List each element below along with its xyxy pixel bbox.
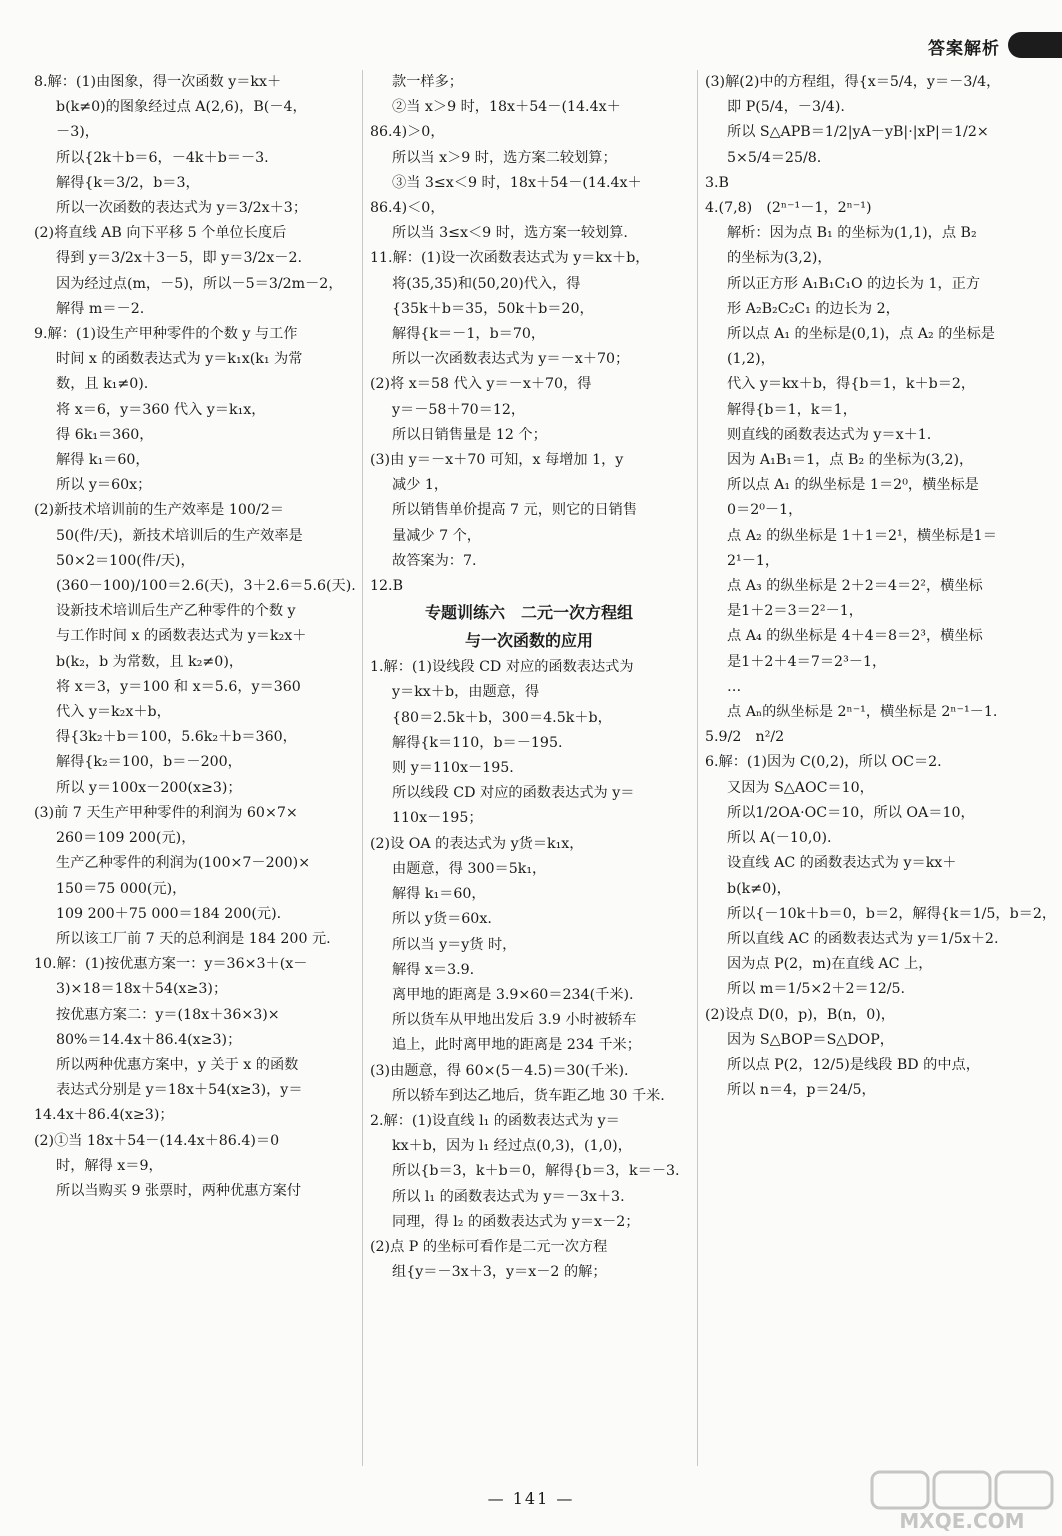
- text-line: 14.4x＋86.4(x≥3)；: [34, 1107, 174, 1124]
- text-line: 6.解：(1)因为 C(0,2)，所以 OC＝2.: [705, 754, 942, 771]
- text-line: (2)点 P 的坐标可看作是二元一次方程: [370, 1238, 608, 1255]
- text-line: 解得 x＝3.9.: [392, 961, 475, 978]
- text-line: 所以点 A₁ 的坐标是(0,1)，点 A₂ 的坐标是: [727, 326, 995, 343]
- text-line: 所以当 y＝y货 时，: [392, 936, 517, 953]
- text-line: 代入 y＝k₂x＋b，: [56, 704, 171, 721]
- text-line: b(k₂，b 为常数，且 k₂≠0)，: [56, 653, 244, 670]
- text-line: 则直线的函数表达式为 y＝x＋1.: [727, 426, 932, 443]
- text-line: 所以该工厂前 7 天的总利润是 184 200 元.: [56, 930, 331, 947]
- text-line: 离甲地的距离是 3.9×60＝234(千米).: [392, 986, 634, 1003]
- text-line: (2)新技术培训前的生产效率是 100/2＝: [34, 502, 284, 519]
- text-line: 50×2＝100(件/天)，: [56, 552, 195, 569]
- text-line: 所以 A(－10,0).: [727, 830, 832, 847]
- header-tab-marker: [1008, 32, 1062, 58]
- text-line: 则 y＝110x－195.: [392, 760, 514, 777]
- text-line: (2)设点 D(0，p)，B(n，0)，: [705, 1006, 895, 1023]
- text-line: 所以{b＝3，k＋b＝0，解得{b＝3，k＝－3.: [392, 1163, 680, 1180]
- text-line: y＝－58＋70＝12，: [392, 401, 526, 418]
- text-line: 因为点 P(2，m)在直线 AC 上，: [727, 956, 933, 973]
- text-line: 设直线 AC 的函数表达式为 y＝kx＋: [727, 855, 957, 872]
- text-line: 时，解得 x＝9，: [56, 1157, 163, 1174]
- text-line: 即 P(5/4，－3/4).: [727, 99, 845, 116]
- text-line: 150＝75 000(元)，: [56, 880, 187, 897]
- text-line: 所以一次函数表达式为 y＝－x＋70；: [392, 351, 630, 368]
- text-line: {35k＋b＝35，50k＋b＝20，: [392, 300, 594, 317]
- text-line: 是1＋2＝3＝2²－1，: [727, 603, 863, 620]
- text-line: 同理，得 l₂ 的函数表达式为 y＝x－2；: [392, 1213, 640, 1230]
- text-line: (3)由题意，得 60×(5－4.5)＝30(千米).: [370, 1062, 629, 1079]
- watermark-logo: [868, 1468, 1056, 1532]
- text-line: 又因为 S△AOC＝10，: [727, 779, 874, 796]
- text-line: 解得{k₂＝100，b＝－200，: [56, 754, 242, 771]
- text-line: {80＝2.5k＋b，300＝4.5k＋b，: [392, 709, 612, 726]
- text-line: 设新技术培训后生产乙种零件的个数 y: [56, 603, 296, 620]
- text-line: 解得{k＝－1，b＝70，: [392, 326, 546, 343]
- text-line: (3)由 y＝－x＋70 可知，x 每增加 1，y: [370, 452, 624, 469]
- text-line: 得 6k₁＝360，: [56, 426, 154, 443]
- text-line: 量减少 7 个，: [392, 527, 481, 544]
- text-line: 数，且 k₁≠0).: [56, 376, 149, 393]
- text-line: 所以直线 AC 的函数表达式为 y＝1/5x＋2.: [727, 930, 999, 947]
- text-line: 所以点 P(2，12/5)是线段 BD 的中点，: [727, 1056, 980, 1073]
- column-divider: [362, 70, 363, 1466]
- text-line: ②当 x＞9 时，18x＋54－(14.4x＋: [392, 99, 621, 116]
- text-line: 时间 x 的函数表达式为 y＝k₁x(k₁ 为常: [56, 351, 303, 368]
- text-line: 所以日销售量是 12 个；: [392, 426, 547, 443]
- text-line: 追上，此时离甲地的距离是 234 千米；: [392, 1037, 641, 1054]
- page-number: — 141 —: [487, 1489, 575, 1508]
- text-line: 所以{－10k＋b＝0，b＝2，解得{k＝1/5，b＝2，: [727, 905, 1057, 922]
- text-line: 所以两种优惠方案中，y 关于 x 的函数: [56, 1056, 299, 1073]
- watermark-text: MXQE.COM: [899, 1509, 1025, 1533]
- text-line: 109 200＋75 000＝184 200(元).: [56, 905, 282, 922]
- text-line: 故答案为：7.: [392, 552, 477, 569]
- text-line: 将 x＝3，y＝100 和 x＝5.6，y＝360: [56, 678, 301, 695]
- text-line: 点 A₂ 的纵坐标是 1＋1＝2¹，横坐标是1＝: [727, 527, 997, 544]
- text-line: 所以{2k＋b＝6，－4k＋b＝－3.: [56, 149, 269, 166]
- text-line: (2)①当 18x＋54－(14.4x＋86.4)＝0: [34, 1132, 280, 1149]
- text-line: 9.解：(1)设生产甲种零件的个数 y 与工作: [34, 326, 298, 343]
- text-line: 解得{k＝110，b＝－195.: [392, 734, 563, 751]
- text-line: 所以点 A₁ 的纵坐标是 1＝2⁰，横坐标是: [727, 477, 979, 494]
- text-line: 生产乙种零件的利润为(100×7－200)×: [56, 855, 311, 872]
- text-line: 所以 n＝4，p＝24/5，: [727, 1082, 876, 1099]
- text-line: 86.4)＜0，: [370, 200, 445, 217]
- text-line: 1.解：(1)设线段 CD 对应的函数表达式为: [370, 659, 634, 676]
- text-line: 与工作时间 x 的函数表达式为 y＝k₂x＋: [56, 628, 307, 645]
- text-line: 解得 k₁＝60，: [392, 886, 486, 903]
- text-line: 所以 y货＝60x.: [392, 911, 492, 928]
- text-line: 260＝109 200(元)，: [56, 830, 196, 847]
- text-line: 所以 S△APB＝1/2|yA－yB|·|xP|＝1/2×: [727, 124, 989, 141]
- text-line: 3.B: [705, 174, 729, 191]
- text-line: b(k≠0)的图象经过点 A(2,6)，B(－4，: [56, 99, 307, 116]
- text-line: 8.解：(1)由图象，得一次函数 y＝kx＋: [34, 74, 282, 90]
- text-line: 因为 S△BOP＝S△DOP，: [727, 1031, 894, 1048]
- text-line: kx＋b，因为 l₁ 经过点(0,3)，(1,0)，: [392, 1138, 632, 1155]
- text-line: 点 Aₙ的纵坐标是 2ⁿ⁻¹，横坐标是 2ⁿ⁻¹－1.: [727, 704, 998, 721]
- text-line: 点 A₃ 的纵坐标是 2＋2＝4＝2²，横坐标: [727, 578, 983, 595]
- text-line: 所以线段 CD 对应的函数表达式为 y＝: [392, 785, 635, 802]
- text-line: 的坐标为(3,2)，: [727, 250, 832, 267]
- text-line: 86.4)＞0，: [370, 124, 445, 141]
- text-line: 3)×18＝18x＋54(x≥3)；: [56, 981, 228, 998]
- text-line: (360－100)/100＝2.6(天)，3＋2.6＝5.6(天).: [56, 578, 356, 595]
- section-title: 与一次函数的应用: [464, 631, 593, 651]
- text-line: 80%＝14.4x＋86.4(x≥3)；: [56, 1031, 242, 1048]
- answer-column-3: [705, 70, 1057, 1466]
- text-line: 所以当购买 9 张票时，两种优惠方案付: [56, 1182, 302, 1199]
- text-line: 0＝2⁰－1，: [727, 502, 803, 519]
- text-line: 形 A₂B₂C₂C₁ 的边长为 2，: [727, 300, 900, 317]
- text-line: 所以 m＝1/5×2＋2＝12/5.: [727, 981, 906, 998]
- column-divider: [697, 70, 698, 1466]
- text-line: 表达式分别是 y＝18x＋54(x≥3)，y＝: [56, 1082, 303, 1099]
- text-line: 是1＋2＋4＝7＝2³－1，: [727, 653, 887, 670]
- text-line: 所以 l₁ 的函数表达式为 y＝－3x＋3.: [392, 1188, 625, 1205]
- text-line: (3)解(2)中的方程组，得{x＝5/4，y＝－3/4，: [705, 74, 1001, 90]
- text-line: (2)将 x＝58 代入 y＝－x＋70，得: [370, 376, 592, 393]
- text-line: 所以货车从甲地出发后 3.9 小时被轿车: [392, 1012, 637, 1029]
- text-line: (2)设 OA 的表达式为 y货＝k₁x，: [370, 835, 584, 852]
- text-line: －3)，: [56, 124, 99, 141]
- text-line: 所以1/2OA·OC＝10，所以 OA＝10，: [727, 804, 975, 821]
- text-line: 所以当 3≤x＜9 时，选方案一较划算.: [392, 225, 628, 242]
- text-line: 解得 k₁＝60，: [56, 452, 150, 469]
- text-line: 所以一次函数的表达式为 y＝3/2x＋3；: [56, 200, 308, 217]
- text-line: 所以当 x＞9 时，选方案二较划算；: [392, 149, 617, 166]
- text-line: 50(件/天)，新技术培训后的生产效率是: [56, 527, 303, 544]
- text-line: 款一样多；: [392, 74, 463, 90]
- page-header: [0, 32, 1062, 60]
- text-line: 得到 y＝3/2x＋3－5，即 y＝3/2x－2.: [56, 250, 302, 267]
- text-line: 因为 A₁B₁＝1，点 B₂ 的坐标为(3,2)，: [727, 452, 974, 469]
- text-line: 10.解：(1)按优惠方案一：y＝36×3＋(x－: [34, 956, 308, 973]
- text-line: 由题意，得 300＝5k₁，: [392, 860, 547, 877]
- text-line: …: [727, 678, 742, 695]
- text-line: ③当 3≤x＜9 时，18x＋54－(14.4x＋: [392, 174, 642, 191]
- text-line: 12.B: [370, 578, 403, 595]
- text-line: 所以轿车到达乙地后，货车距乙地 30 千米.: [392, 1087, 665, 1104]
- text-line: 所以 y＝100x－200(x≥3)；: [56, 779, 242, 796]
- text-line: 得{3k₂＋b＝100，5.6k₂＋b＝360，: [56, 729, 297, 746]
- text-line: (2)将直线 AB 向下平移 5 个单位长度后: [34, 225, 287, 242]
- text-line: (3)前 7 天生产甲种零件的利润为 60×7×: [34, 804, 298, 821]
- text-line: 5×5/4＝25/8.: [727, 149, 822, 166]
- text-line: 点 A₄ 的纵坐标是 4＋4＝8＝2³，横坐标: [727, 628, 983, 645]
- text-line: 4.(7,8) (2ⁿ⁻¹－1，2ⁿ⁻¹): [705, 200, 872, 217]
- text-line: 代入 y＝kx＋b，得{b＝1，k＋b＝2，: [727, 376, 976, 393]
- text-line: 5.9/2 n²/2: [705, 729, 785, 746]
- text-line: y＝kx＋b，由题意，得: [392, 684, 540, 701]
- text-line: 因为经过点(m，－5)，所以－5＝3/2m－2，: [56, 275, 343, 292]
- text-line: 将(35,35)和(50,20)代入，得: [392, 275, 581, 292]
- section-title: 专题训练六 二元一次方程组: [424, 603, 633, 623]
- text-line: 所以 y＝60x；: [56, 477, 152, 494]
- text-line: 减少 1，: [392, 477, 449, 494]
- text-line: 按优惠方案二：y＝(18x＋36×3)×: [56, 1006, 280, 1023]
- answer-column-2: [370, 70, 688, 1466]
- text-line: 解得{b＝1，k＝1，: [727, 401, 857, 418]
- text-line: 组{y＝－3x＋3，y＝x－2 的解；: [392, 1264, 607, 1281]
- text-line: (1,2)，: [727, 351, 775, 368]
- text-line: 11.解：(1)设一次函数表达式为 y＝kx＋b，: [370, 250, 650, 267]
- text-line: 110x－195；: [392, 810, 483, 827]
- text-line: 所以销售单价提高 7 元，则它的日销售: [392, 502, 638, 519]
- answer-column-1: [34, 70, 356, 1466]
- text-line: 2¹－1，: [727, 552, 780, 569]
- text-line: 解得 m＝－2.: [56, 300, 145, 317]
- text-line: 解析：因为点 B₁ 的坐标为(1,1)，点 B₂: [727, 225, 977, 242]
- text-line: 将 x＝6，y＝360 代入 y＝k₁x，: [56, 401, 266, 418]
- text-line: 解得{k＝3/2，b＝3，: [56, 174, 200, 191]
- text-line: b(k≠0)，: [727, 880, 791, 897]
- text-line: 所以正方形 A₁B₁C₁O 的边长为 1，正方: [727, 275, 981, 292]
- header-title: 答案解析: [928, 39, 1000, 59]
- text-line: 2.解：(1)设直线 l₁ 的函数表达式为 y＝: [370, 1112, 620, 1129]
